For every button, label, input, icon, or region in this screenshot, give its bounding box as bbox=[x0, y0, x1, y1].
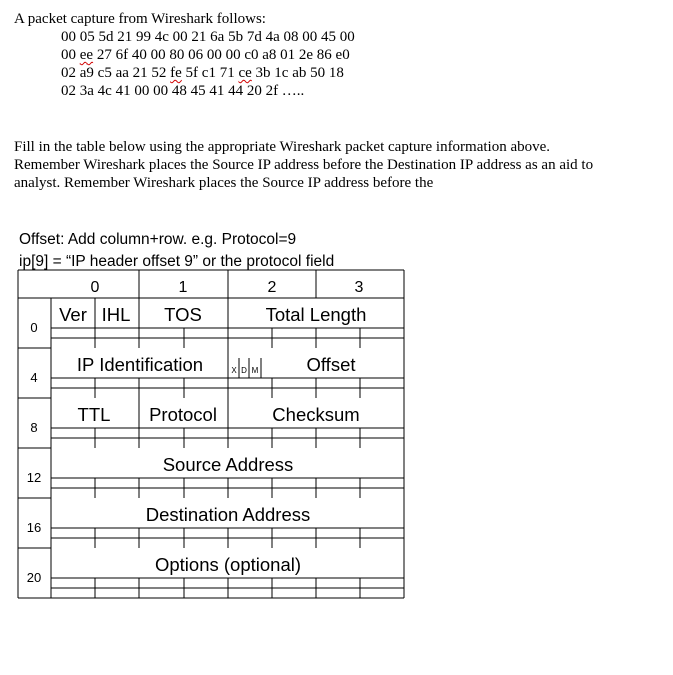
hex-segment: 3b 1c ab 50 18 bbox=[251, 65, 344, 81]
misspelled-token: ce bbox=[238, 65, 252, 81]
row-offset-label: 8 bbox=[30, 420, 38, 435]
instruction-line: Remember Wireshark places the Source IP address before the Destination IP address as an aid to bbox=[14, 157, 594, 173]
field-label: Destination Address bbox=[145, 504, 311, 525]
hex-segment: 5f c1 71 bbox=[181, 65, 239, 81]
intro-text: A packet capture from Wireshark follows: bbox=[14, 11, 266, 27]
byte-column-header: 1 bbox=[178, 279, 188, 296]
byte-column-header: 3 bbox=[354, 279, 364, 296]
instruction-line: Fill in the table below using the appropriate Wireshark packet capture information above. bbox=[14, 139, 551, 155]
flag-label: X bbox=[231, 366, 237, 375]
offset-note-line: ip[9] = “IP header offset 9” or the protocol field bbox=[19, 253, 335, 270]
field-label: Source Address bbox=[162, 454, 294, 475]
flag-label: D bbox=[241, 366, 247, 375]
field-label: Options (optional) bbox=[154, 554, 302, 575]
field-label: TTL bbox=[77, 404, 111, 425]
field-label: Protocol bbox=[149, 404, 217, 425]
field-label: IHL bbox=[101, 304, 131, 325]
row-offset-label: 12 bbox=[26, 470, 42, 485]
field-label: TOS bbox=[164, 304, 202, 325]
hex-segment: 02 3a 4c 41 00 00 48 45 41 44 20 2f ….. bbox=[61, 83, 305, 99]
field-label: Checksum bbox=[272, 404, 360, 425]
misspelled-token: ee bbox=[79, 47, 94, 63]
field-label: Offset bbox=[306, 354, 356, 375]
field-label: Ver bbox=[59, 304, 87, 325]
field-label: Total Length bbox=[265, 304, 367, 325]
byte-column-header: 2 bbox=[267, 279, 277, 296]
row-offset-label: 0 bbox=[30, 320, 38, 335]
hex-segment: 00 bbox=[61, 47, 80, 63]
misspelled-token: fe bbox=[170, 65, 182, 81]
row-offset-label: 20 bbox=[26, 570, 42, 585]
byte-column-header: 0 bbox=[90, 279, 100, 296]
field-label: IP Identification bbox=[76, 354, 204, 375]
offset-note-line: Offset: Add column+row. e.g. Protocol=9 bbox=[19, 231, 297, 248]
hex-segment: 27 6f 40 00 80 06 00 00 c0 a8 01 2e 86 e0 bbox=[93, 47, 350, 63]
hex-segment: 00 05 5d 21 99 4c 00 21 6a 5b 7d 4a 08 00 45 00 bbox=[61, 29, 355, 45]
hex-segment: 02 a9 c5 aa 21 52 bbox=[61, 65, 171, 81]
row-offset-label: 16 bbox=[26, 520, 42, 535]
row-offset-label: 4 bbox=[30, 370, 38, 385]
instruction-line: analyst. Remember Wireshark places the Source IP address before the bbox=[14, 175, 434, 191]
flag-label: M bbox=[251, 366, 259, 375]
